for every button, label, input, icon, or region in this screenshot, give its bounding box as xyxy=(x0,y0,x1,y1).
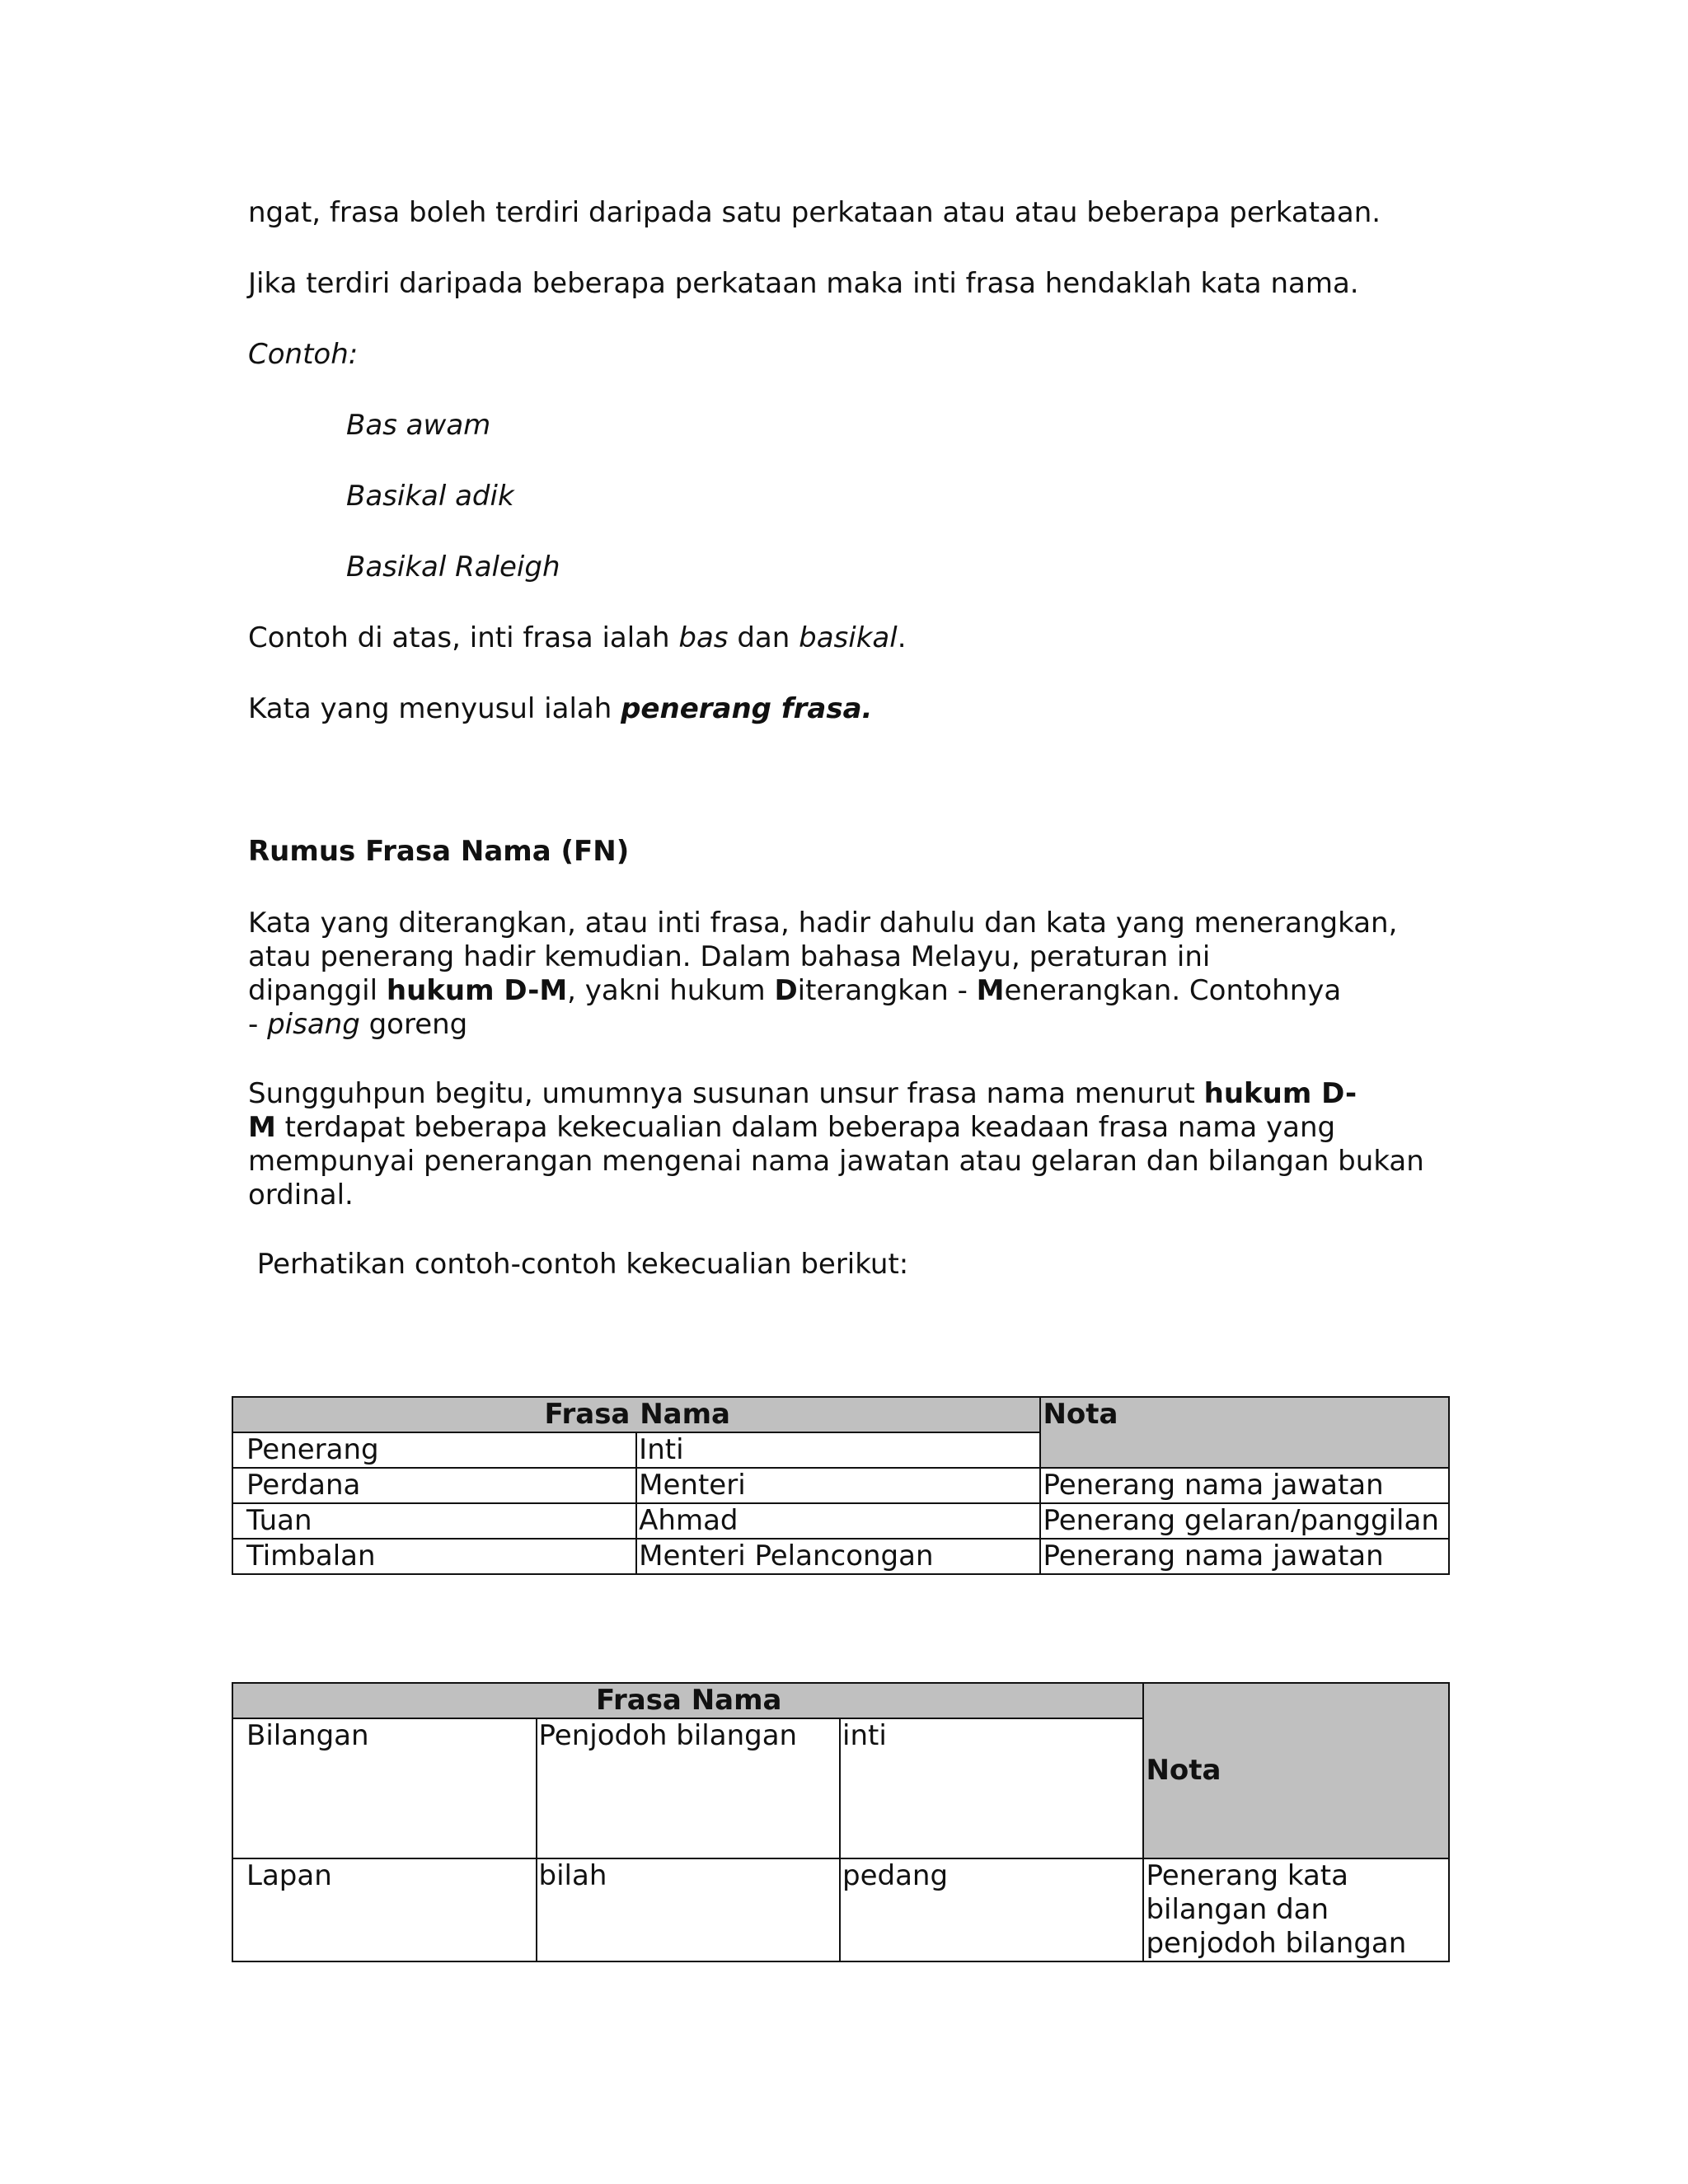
table2-col-bilangan: Bilangan xyxy=(232,1718,537,1858)
table2-col-inti: inti xyxy=(840,1718,1143,1858)
section-heading: Rumus Frasa Nama (FN) xyxy=(248,835,630,868)
table2-group-header: Frasa Nama xyxy=(232,1683,1143,1718)
line-3: Contoh di atas, inti frasa ialah bas dan basikal. xyxy=(248,621,907,654)
table1-nota-header: Nota xyxy=(1040,1397,1449,1468)
table1-col-penerang: Penerang xyxy=(232,1432,636,1468)
example-1: Bas awam xyxy=(346,409,491,442)
contoh-label: Contoh: xyxy=(248,338,359,371)
line-1: ngat, frasa boleh terdiri daripada satu perkataan atau atau beberapa perkataan. xyxy=(248,196,1381,229)
example-2: Basikal adik xyxy=(346,480,514,513)
table1-col-inti: Inti xyxy=(636,1432,1040,1468)
table-row: Perdana Menteri Penerang nama jawatan xyxy=(232,1468,1449,1503)
table2-col-penjodoh: Penjodoh bilangan xyxy=(537,1718,841,1858)
frasa-nama-table-2 xyxy=(232,1682,1450,1962)
table2-nota-header: Nota xyxy=(1143,1683,1449,1858)
line-2: Jika terdiri daripada beberapa perkataan maka inti frasa hendaklah kata nama. xyxy=(248,267,1359,300)
example-3: Basikal Raleigh xyxy=(346,551,560,583)
paragraph-2: Sungguhpun begitu, umumnya susunan unsur frasa nama menurut hukum D- M terdapat beberapa kekecualian dalam beberapa keadaan frasa nama yang mempunyai penerangan mengenai nama jawatan atau gelaran dan bilangan bukan ordinal. xyxy=(248,1077,1424,1212)
table-row: Lapan bilah pedang Penerang kata bilangan dan penjodoh bilangan xyxy=(232,1858,1449,1961)
paragraph-3: Perhatikan contoh-contoh kekecualian berikut: xyxy=(248,1248,909,1281)
table-row: Timbalan Menteri Pelancongan Penerang nama jawatan xyxy=(232,1539,1449,1574)
table-row: Tuan Ahmad Penerang gelaran/panggilan xyxy=(232,1503,1449,1539)
paragraph-1: Kata yang diterangkan, atau inti frasa, hadir dahulu dan kata yang menerangkan, atau penerang hadir kemudian. Dalam bahasa Melayu, peraturan ini dipanggil hukum D-M, yakni hukum Diterangkan - Menerangkan. Contohnya - pisang goreng xyxy=(248,907,1398,1041)
line-4: Kata yang menyusul ialah penerang frasa. xyxy=(248,692,873,725)
frasa-nama-table-1 xyxy=(232,1396,1450,1575)
table1-group-header: Frasa Nama xyxy=(232,1397,1040,1432)
